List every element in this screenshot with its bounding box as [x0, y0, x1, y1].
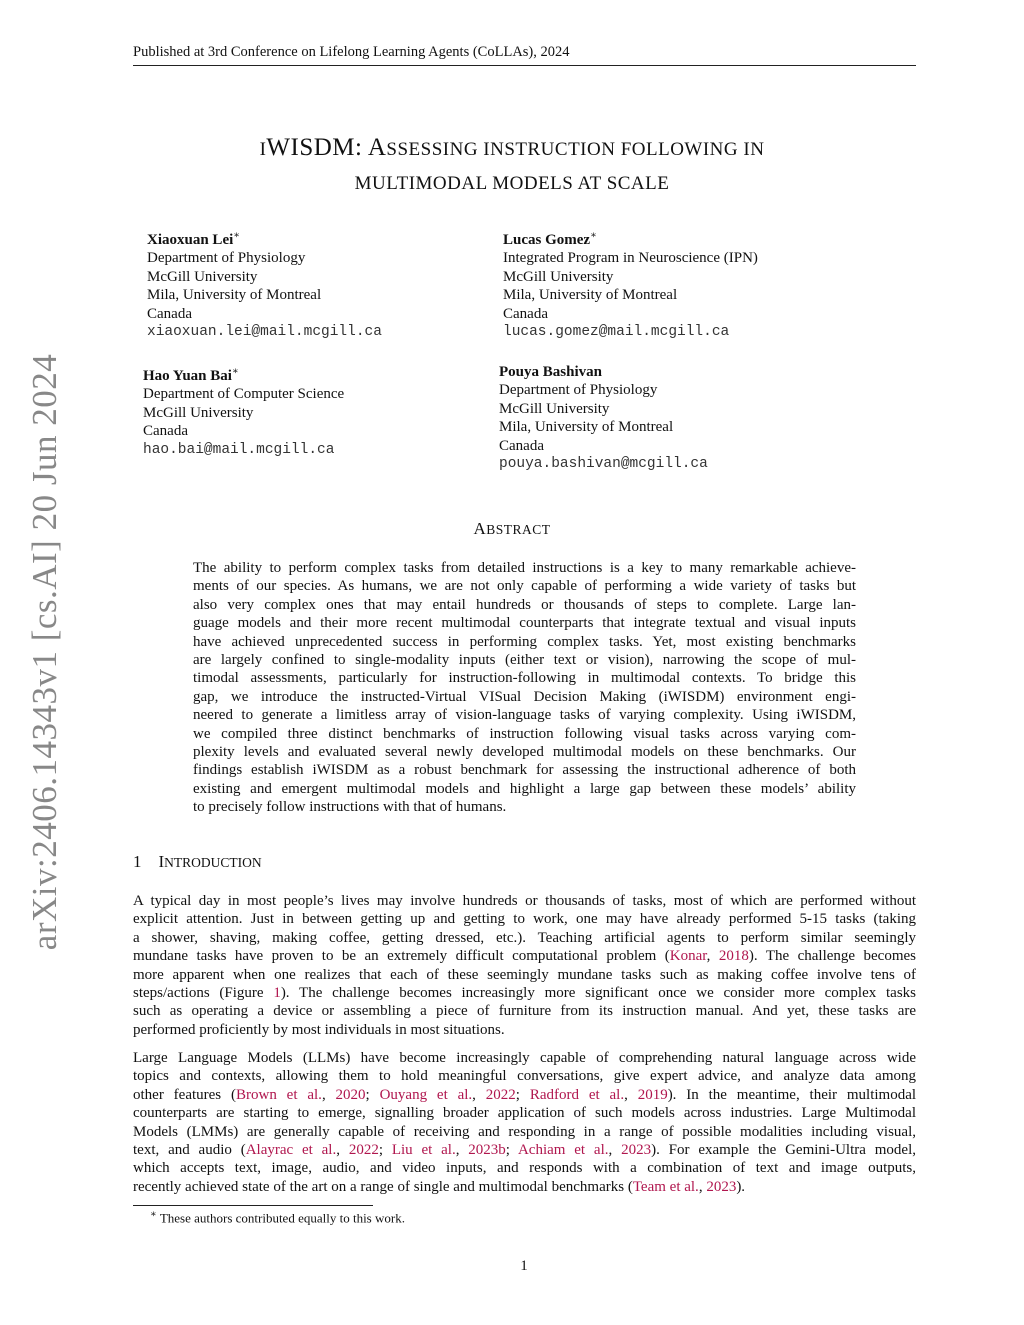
citation-link[interactable]: Team et al.	[632, 1178, 699, 1195]
title-rest: SSESSING INSTRUCTION FOLLOWING IN	[386, 139, 765, 160]
text-line: performed proficiently by most individuals in most situations.	[133, 1021, 505, 1038]
text-line: existing and emergent multimodal models and highlight a large gap between these models’ ability	[193, 780, 856, 797]
text-line: we compiled three distinct benchmarks of instruction following visual tasks across varying com-	[193, 725, 856, 742]
conference-header: Published at 3rd Conference on Lifelong Learning Agents (CoLLAs), 2024	[133, 44, 570, 60]
text-line: have achieved unprecedented success in performing complex tasks. Yet, most existing benchmarks	[193, 633, 856, 650]
text-line: also very complex ones that may entail hundreds or thousands of steps to complete. Large lan-	[193, 596, 856, 613]
citation-link[interactable]: 1	[273, 984, 281, 1001]
author-name: Xiaoxuan Lei∗	[147, 230, 241, 248]
citation-link[interactable]: 2023	[706, 1178, 737, 1195]
text-line: text, and audio (Alayrac et al., 2022; Liu et al., 2023b; Achiam et al., 2023). For example the Gemini-Ultra model,	[133, 1141, 916, 1158]
text-line: A typical day in most people’s lives may involve hundreds or thousands of tasks, most of which are performed without	[133, 893, 916, 909]
text-line: more apparent when one realizes that each of these seemingly mundane tasks such as making coffee involve tens of	[133, 966, 916, 983]
text-line: timodal assessments, particularly for instruction-following in multimodal contexts. To bridge this	[193, 670, 856, 687]
author-email[interactable]: lucas.gomez@mail.mcgill.ca	[503, 324, 730, 341]
footnote: ∗ These authors contributed equally to this work.	[150, 1209, 405, 1226]
citation-link[interactable]: Radford et al.	[529, 1086, 625, 1103]
citation-link[interactable]: 2018	[718, 948, 749, 965]
text-line: The ability to perform complex tasks from detailed instructions is a key to many remarkable achieve-	[193, 560, 856, 576]
text-line: plexity levels and evaluated several newly developed multimodal models on these benchmarks. Our	[193, 743, 856, 760]
abstract-heading: ABSTRACT	[473, 519, 551, 538]
author-affiliation: Canada	[499, 437, 544, 454]
citation-link[interactable]: 2023b	[468, 1141, 506, 1158]
text-line: ments of our species. As humans, we are not only capable of performing a wide variety of tasks but	[193, 578, 856, 595]
author-affiliation: Department of Physiology	[499, 382, 658, 399]
author-affiliation: Mila, University of Montreal	[147, 287, 322, 304]
citation-link[interactable]: 2019	[637, 1086, 668, 1103]
author-block	[499, 363, 708, 473]
citation-link[interactable]: Liu et al.	[391, 1141, 456, 1158]
author-affiliation: Canada	[143, 423, 188, 440]
author-email[interactable]: pouya.bashivan@mcgill.ca	[499, 456, 708, 473]
page-number: 1	[520, 1258, 528, 1274]
text-line: steps/actions (Figure 1). The challenge becomes increasingly more significant once we consider more complex tasks	[133, 984, 916, 1001]
text-line: mundane tasks have proven to be an extremely difficult computational problem (Konar, 2018). The challenge becomes	[133, 948, 917, 965]
citation-link[interactable]: Achiam et al.	[517, 1141, 609, 1158]
author-affiliation: Canada	[147, 305, 192, 322]
paper-title	[0, 131, 1024, 201]
text-line: guage models and their more recent multimodal counterparts that integrate textual and visual inputs	[193, 615, 856, 632]
citation-link[interactable]: Brown et al.	[236, 1086, 322, 1103]
section-heading-introduction: 1 INTRODUCTION	[133, 852, 262, 871]
author-email[interactable]: hao.bai@mail.mcgill.ca	[143, 441, 335, 458]
citation-link[interactable]: 2022	[485, 1086, 516, 1103]
citation-link[interactable]: 2023	[621, 1141, 652, 1158]
citation-link[interactable]: 2022	[348, 1141, 379, 1158]
citation-link[interactable]: Konar	[669, 948, 707, 965]
text-line: gap, we introduce the instructed-Virtual VISual Decision Making (iWISDM) environment engi-	[193, 688, 856, 705]
arxiv-identifier[interactable]: arXiv:2406.14343v1 [cs.AI] 20 Jun 2024	[25, 353, 64, 951]
author-block	[147, 227, 382, 341]
citation-link[interactable]: Alayrac et al.	[245, 1141, 337, 1158]
author-affiliation: Canada	[503, 305, 548, 322]
author-block	[143, 363, 344, 459]
title-prefix: I	[259, 139, 267, 160]
citation-link[interactable]: 2020	[335, 1086, 366, 1103]
text-line: a shower, shaving, making coffee, getting dressed, etc.). Teaching artificial agents to perform similar seemingly	[133, 929, 916, 946]
author-name: Pouya Bashivan	[499, 364, 602, 380]
author-affiliation: McGill University	[503, 268, 614, 285]
author-affiliation: Department of Computer Science	[143, 386, 345, 403]
text-line: other features (Brown et al., 2020; Ouyang et al., 2022; Radford et al., 2019). In the meantime, their multimodal	[133, 1086, 917, 1103]
header-rule	[133, 65, 916, 66]
author-block	[503, 227, 758, 341]
text-line: topics and contexts, allowing them to hold meaningful conversations, give expert advice, and analyze data among	[133, 1068, 916, 1085]
citation-link[interactable]: Ouyang et al.	[379, 1086, 473, 1103]
footnote-rule	[133, 1205, 373, 1206]
title-line2: MULTIMODAL MODELS AT SCALE	[354, 173, 670, 194]
author-name: Lucas Gomez∗	[503, 230, 597, 248]
author-affiliation: Mila, University of Montreal	[503, 287, 678, 304]
intro-paragraph-1	[133, 892, 916, 1039]
text-line: Large Language Models (LLMs) have become increasingly capable of comprehending natural language across wide	[133, 1050, 916, 1066]
author-affiliation: McGill University	[499, 400, 610, 417]
title-main: WISDM: A	[266, 134, 387, 161]
text-line: neered to generate a limitless array of vision-language tasks of varying complexity. Using iWISDM,	[193, 707, 856, 724]
text-line: Models (LMMs) are generally capable of receiving and responding in a range of possible modalities including visual,	[133, 1123, 916, 1140]
text-line: are largely confined to single-modality inputs (either text or vision), narrowing the scope of mul-	[193, 651, 856, 668]
text-line: counterparts are starting to emerge, signalling broader application of such models across industries. Large Multimodal	[133, 1105, 916, 1122]
abstract-body	[193, 559, 856, 816]
author-name: Hao Yuan Bai∗	[143, 366, 239, 384]
author-affiliation: Department of Physiology	[147, 250, 306, 267]
intro-paragraph-2	[133, 1049, 916, 1196]
author-affiliation: Integrated Program in Neuroscience (IPN)	[503, 250, 758, 267]
text-line: which accepts text, image, audio, and video inputs, and responds with a combination of text and image outputs,	[133, 1160, 916, 1177]
author-affiliation: McGill University	[147, 268, 258, 285]
text-line: recently achieved state of the art on a range of single and multimodal benchmarks (Team et al., 2023).	[133, 1178, 746, 1195]
author-affiliation: McGill University	[143, 404, 254, 421]
text-line: findings establish iWISDM as a robust benchmark for assessing the instructional adherence of both	[193, 762, 856, 779]
text-line: to precisely follow instructions with that of humans.	[193, 799, 507, 816]
text-line: such as operating a device or assembling a piece of furniture from its instruction manual. And yet, these tasks are	[133, 1003, 916, 1020]
text-line: explicit attention. Just in between getting up and getting to work, one may have already performed 5-15 tasks (taking	[133, 911, 916, 928]
author-email[interactable]: xiaoxuan.lei@mail.mcgill.ca	[147, 324, 382, 341]
author-affiliation: Mila, University of Montreal	[499, 419, 674, 436]
